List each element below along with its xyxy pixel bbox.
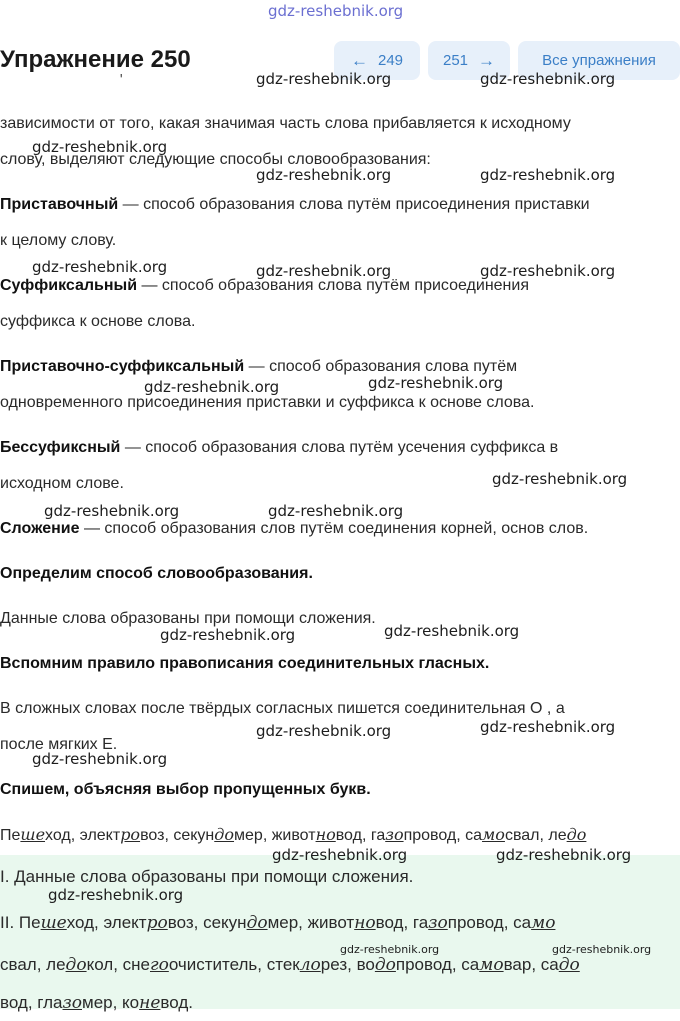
answer-line-1: I. Данные слова образованы при помощи сложения. [0, 867, 414, 886]
compound-term: Сложение [0, 520, 80, 537]
word-text: вод. [160, 993, 193, 1012]
connecting-vowel-mark: мо [482, 825, 505, 844]
prefix-definition [0, 187, 680, 223]
word-text: провод, са [447, 913, 532, 932]
connecting-vowel-mark: мо [479, 955, 504, 975]
watermark: gdz-reshebnik.org [32, 750, 168, 768]
word-text: провод, са [395, 955, 480, 974]
word-text: II. Пе [0, 913, 41, 932]
word-text: провод, са [403, 827, 483, 844]
word-text: мер, ко [82, 993, 140, 1012]
watermark: gdz-reshebnik.org [496, 846, 632, 864]
connecting-vowel-mark: до [566, 825, 587, 844]
connecting-vowel-mark: ше [20, 825, 46, 844]
watermark: gdz-reshebnik.org [492, 470, 628, 488]
cut-text-line: ' [0, 72, 124, 89]
next-exercise-label: 251 [442, 52, 469, 69]
site-watermark: gdz-reshebnik.org [268, 2, 404, 20]
word-text: мер, живот [234, 827, 316, 844]
prefix-def-2: к целому слову. [0, 232, 117, 249]
word-text: вар, са [503, 955, 559, 974]
connecting-vowel-mark: до [214, 825, 235, 844]
connecting-vowel-mark: до [246, 913, 268, 933]
word-text: ход, элект [45, 827, 121, 844]
watermark: gdz-reshebnik.org [552, 943, 652, 956]
watermark: gdz-reshebnik.org [368, 374, 504, 392]
connecting-vowel-mark: ше [40, 913, 67, 933]
prefix-term: Приставочный [0, 196, 119, 213]
step-1-heading: Определим способ словообразования. [0, 565, 313, 582]
watermark: gdz-reshebnik.org [256, 166, 392, 184]
prefix-def-1: — способ образования слова путём присоединения приставки [118, 196, 590, 213]
word-text: вод, га [335, 827, 386, 844]
answer-line-2 [0, 905, 680, 941]
watermark: gdz-reshebnik.org [480, 166, 616, 184]
word-text: Пе [0, 827, 21, 844]
watermark: gdz-reshebnik.org [32, 138, 168, 156]
connecting-vowel-mark: но [354, 913, 376, 933]
word-text: кол, сне [86, 955, 150, 974]
connecting-vowel-mark: до [558, 955, 580, 975]
suffix-def-2: суффикса к основе слова. [0, 313, 196, 330]
connecting-vowel-mark: го [149, 955, 169, 975]
watermark: gdz-reshebnik.org [480, 70, 616, 88]
suffix-term: Суффиксальный [0, 277, 138, 294]
word-text: воз, секун [140, 827, 215, 844]
watermark: gdz-reshebnik.org [272, 846, 408, 864]
word-text: очиститель, стек [168, 955, 300, 974]
answer-block [0, 855, 680, 1013]
watermark: gdz-reshebnik.org [480, 262, 616, 280]
nosuffix-def-2: исходном слове. [0, 475, 124, 492]
watermark: gdz-reshebnik.org [32, 258, 168, 276]
step-2-line-1: В сложных словах после твёрдых согласных пишется соединительная О , а [0, 700, 565, 717]
watermark: gdz-reshebnik.org [256, 262, 392, 280]
prefix-suffix-term: Приставочно-суффиксальный [0, 358, 245, 375]
arrow-right-icon: → [478, 50, 496, 70]
watermark: gdz-reshebnik.org [44, 502, 180, 520]
nosuffix-def-1: — способ образования слова путём усечения суффикса в [120, 439, 559, 456]
word-text: воз, секун [167, 913, 247, 932]
prefix-suffix-def-2: одновременного присоединения приставки и суффикса к основе слова. [0, 394, 535, 411]
word-text: мер, живот [267, 913, 355, 932]
word-text: ход, элект [66, 913, 147, 932]
word-text: свал, ле [0, 955, 66, 974]
watermark: gdz-reshebnik.org [144, 378, 280, 396]
watermark: gdz-reshebnik.org [268, 502, 404, 520]
connecting-vowel-mark: зо [385, 825, 404, 844]
word-text: вод, га [375, 913, 429, 932]
page-title: Упражнение 250 [0, 46, 191, 73]
answer-line-4 [0, 985, 680, 1021]
watermark: gdz-reshebnik.org [256, 70, 392, 88]
watermark: gdz-reshebnik.org [48, 886, 184, 904]
watermark: gdz-reshebnik.org [384, 622, 520, 640]
watermark: gdz-reshebnik.org [256, 722, 392, 740]
suffix-def-1: — способ образования слова путём присоединения [137, 277, 529, 294]
intro-line-1: зависимости от того, какая значимая часть слова прибавляется к исходному [0, 115, 571, 132]
connecting-vowel-mark: но [315, 825, 336, 844]
connecting-vowel-mark: ло [299, 955, 321, 975]
nosuffix-definition [0, 430, 680, 466]
watermark: gdz-reshebnik.org [480, 718, 616, 736]
all-exercises-label: Все упражнения [542, 52, 656, 69]
prev-exercise-label: 249 [377, 52, 404, 69]
word-text: вод, гла [0, 993, 63, 1012]
prefix-suffix-definition [0, 349, 680, 385]
intro-line-2: слову, выделяют следующие способы словообразования: [0, 151, 431, 168]
connecting-vowel-mark: зо [428, 913, 448, 933]
word-text: свал, ле [504, 827, 567, 844]
connecting-vowel-mark: до [65, 955, 87, 975]
connecting-vowel-mark: ро [146, 913, 168, 933]
connecting-vowel-mark: до [374, 955, 396, 975]
prefix-suffix-def-1: — способ образования слова путём [244, 358, 518, 375]
watermark: gdz-reshebnik.org [340, 943, 440, 956]
compound-def: — способ образования слов путём соединения корней, основ слов. [79, 520, 589, 537]
step-1-text: Данные слова образованы при помощи сложения. [0, 610, 376, 627]
step-3-heading: Спишем, объясняя выбор пропущенных букв. [0, 781, 371, 798]
step-2-line-2: после мягких Е. [0, 736, 118, 753]
connecting-vowel-mark: мо [531, 913, 556, 933]
step-2-heading: Вспомним правило правописания соединительных гласных. [0, 655, 490, 672]
arrow-left-icon: ← [350, 50, 368, 70]
connecting-vowel-mark: зо [62, 993, 83, 1013]
word-text: рез, во [320, 955, 375, 974]
nosuffix-term: Бессуфиксный [0, 439, 121, 456]
connecting-vowel-mark: ро [120, 825, 141, 844]
watermark: gdz-reshebnik.org [160, 626, 296, 644]
connecting-vowel-mark: не [139, 993, 161, 1013]
